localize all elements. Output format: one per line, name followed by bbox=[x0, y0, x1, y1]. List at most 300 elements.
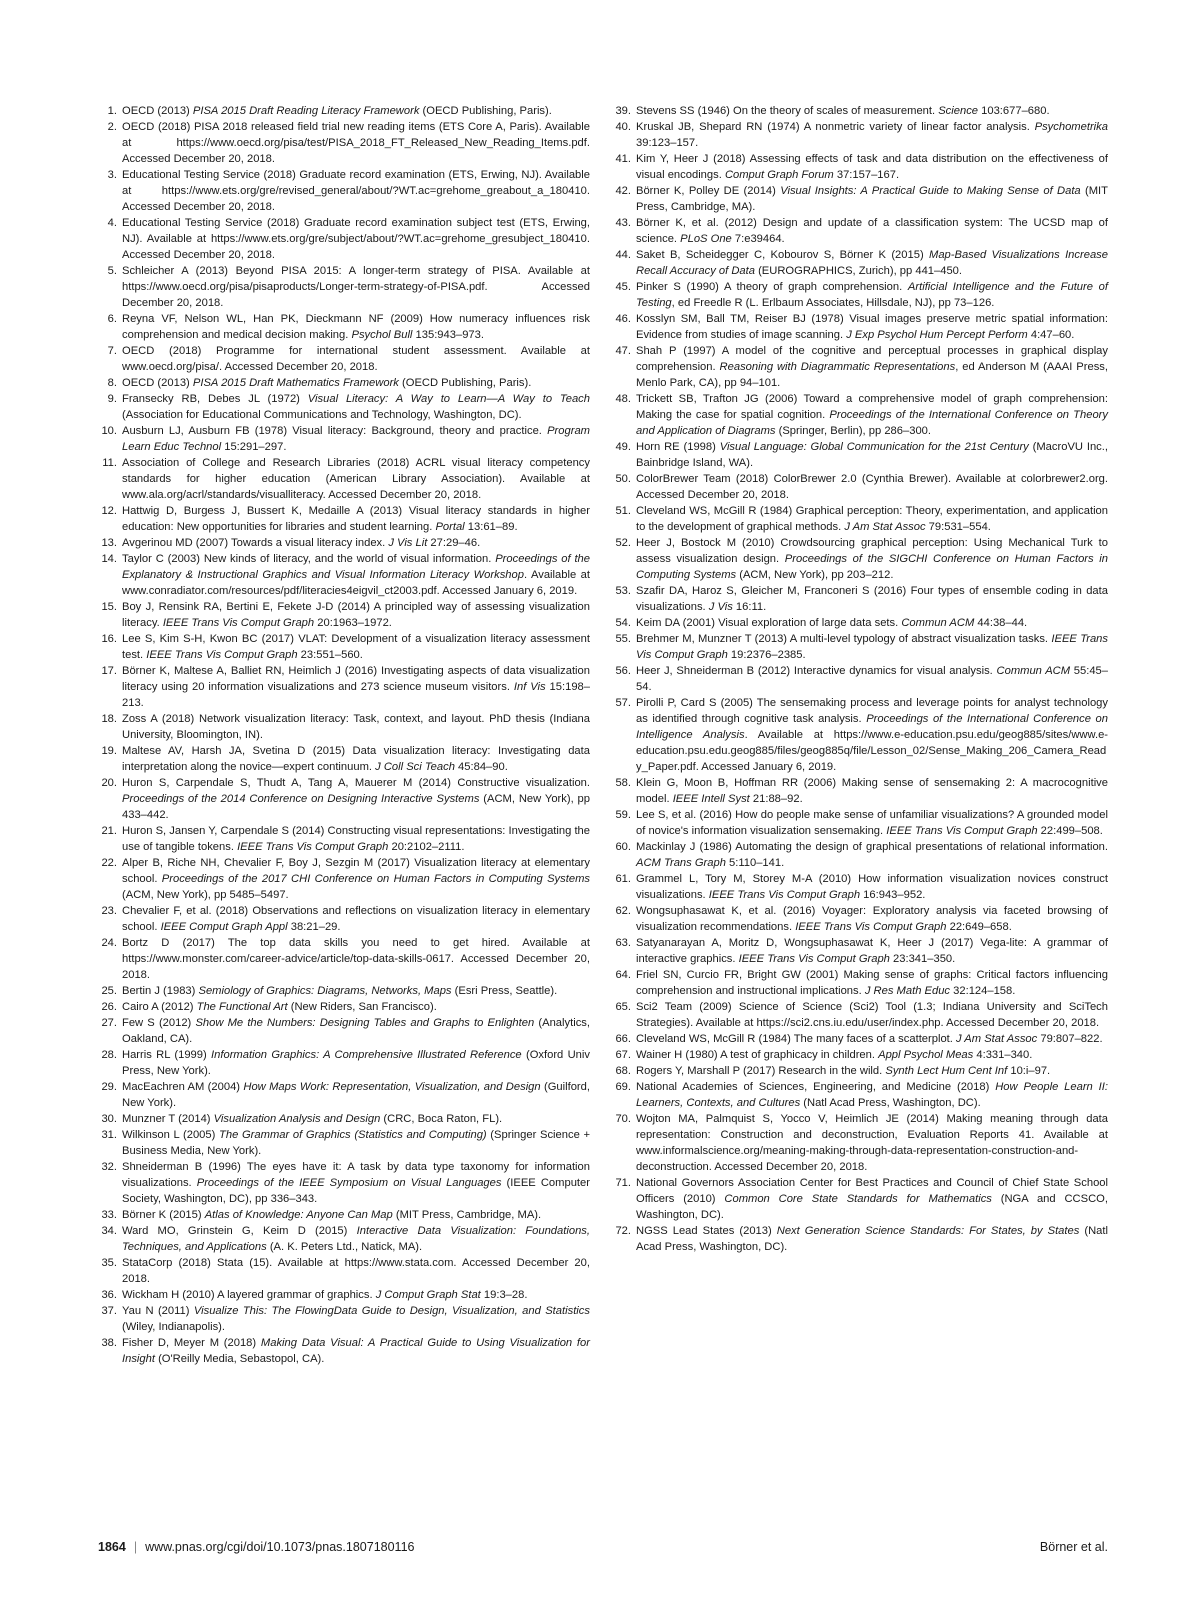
reference-number: 55. bbox=[615, 633, 631, 645]
reference-source-title: How Maps Work: Representation, Visualization, and Design bbox=[243, 1081, 541, 1093]
reference-details: 21:88–92. bbox=[749, 793, 803, 805]
reference-text: Zoss A (2018) Network visualization literacy: Task, context, and layout. PhD thesis (Indiana University, Bloomington, IN). bbox=[122, 713, 590, 741]
reference-text: Stevens SS (1946) On the theory of scales of measurement. bbox=[636, 105, 939, 117]
reference-text: Saket B, Scheidegger C, Kobourov S, Börner K (2015) bbox=[636, 249, 929, 261]
reference-details: (Springer Science + Business Media, New York). bbox=[122, 1129, 590, 1157]
reference-number: 59. bbox=[615, 809, 631, 821]
reference-source-title: Proceedings of the 2017 CHI Conference on Human Factors in Computing Systems bbox=[161, 873, 590, 885]
reference-number: 21. bbox=[101, 825, 117, 837]
reference-details: 16:943–952. bbox=[860, 889, 926, 901]
reference-item bbox=[612, 1223, 1108, 1255]
reference-item bbox=[98, 103, 590, 119]
reference-source-title: J Coll Sci Teach bbox=[375, 761, 455, 773]
reference-item bbox=[98, 983, 590, 999]
reference-text: Maltese AV, Harsh JA, Svetina D (2015) Data visualization literacy: Investigating data interpretation along the novice—expert continuum. bbox=[122, 745, 590, 773]
reference-number: 54. bbox=[615, 617, 631, 629]
reference-text: NGSS Lead States (2013) bbox=[636, 1225, 777, 1237]
reference-source-title: J Vis bbox=[708, 601, 733, 613]
reference-source-title: Comput Graph Forum bbox=[724, 169, 834, 181]
reference-source-title: Visual Insights: A Practical Guide to Making Sense of Data bbox=[780, 185, 1081, 197]
reference-text: National Governors Association Center for Best Practices and Council of Chief State School Officers (2010) bbox=[636, 1177, 1108, 1205]
reference-text: Kim Y, Heer J (2018) Assessing effects of task and data distribution on the effectiveness of visual encodings. bbox=[636, 153, 1108, 181]
reference-number: 15. bbox=[101, 601, 117, 613]
reference-details: 15:291–297. bbox=[221, 441, 287, 453]
reference-source-title: The Grammar of Graphics (Statistics and Computing) bbox=[219, 1129, 487, 1141]
reference-source-title: Interactive Data Visualization: Foundations, Techniques, and Applications bbox=[122, 1225, 590, 1253]
reference-details: 7:e39464. bbox=[731, 233, 785, 245]
reference-item bbox=[98, 263, 590, 311]
reference-details: (Guilford, New York). bbox=[122, 1081, 590, 1109]
reference-source-title: PISA 2015 Draft Mathematics Framework bbox=[192, 377, 399, 389]
reference-item bbox=[98, 1255, 590, 1287]
reference-number: 23. bbox=[101, 905, 117, 917]
reference-item bbox=[612, 471, 1108, 503]
reference-number: 16. bbox=[101, 633, 117, 645]
reference-text: OECD (2013) bbox=[122, 105, 193, 117]
reference-item bbox=[98, 999, 590, 1015]
reference-source-title: Appl Psychol Meas bbox=[878, 1049, 974, 1061]
reference-number: 43. bbox=[615, 217, 631, 229]
reference-details: 20:2102–2111. bbox=[388, 841, 465, 853]
reference-number: 65. bbox=[615, 1001, 631, 1013]
reference-text: OECD (2018) Programme for international student assessment. Available at www.oecd.org/pisa/. Accessed December 20, 2018. bbox=[122, 345, 590, 373]
reference-source-title: IEEE Trans Vis Comput Graph bbox=[708, 889, 861, 901]
reference-text: Avgerinou MD (2007) Towards a visual literacy index. bbox=[122, 537, 389, 549]
reference-source-title: Proceedings of the 2014 Conference on Designing Interactive Systems bbox=[122, 793, 480, 805]
reference-details: 4:331–340. bbox=[973, 1049, 1033, 1061]
reference-details: 15:198–213. bbox=[122, 681, 590, 709]
page-footer bbox=[98, 1537, 1108, 1557]
reference-item bbox=[612, 311, 1108, 343]
reference-text: Mackinlay J (1986) Automating the design of graphical presentations of relational information. bbox=[636, 841, 1108, 853]
reference-number: 27. bbox=[101, 1017, 117, 1029]
reference-item bbox=[98, 1047, 590, 1079]
reference-source-title: Proceedings of the International Conference on Theory and Application of Diagrams bbox=[636, 409, 1108, 437]
reference-source-title: Program Learn Educ Technol bbox=[122, 425, 590, 453]
reference-item bbox=[612, 695, 1108, 775]
reference-item bbox=[612, 535, 1108, 583]
reference-item bbox=[612, 903, 1108, 935]
reference-text: StataCorp (2018) Stata (15). Available at https://www.stata.com. Accessed December 20, 2018. bbox=[122, 1257, 590, 1285]
reference-number: 10. bbox=[101, 425, 117, 437]
reference-source-title: Visual Language: Global Communication for the 21st Century bbox=[719, 441, 1029, 453]
reference-text: Lee S, Kim S-H, Kwon BC (2017) VLAT: Development of a visualization literacy assessment test. bbox=[122, 633, 590, 661]
footer-separator: | bbox=[133, 1540, 138, 1554]
reference-source-title: Portal bbox=[435, 521, 465, 533]
reference-number: 26. bbox=[101, 1001, 117, 1013]
reference-item bbox=[98, 343, 590, 375]
reference-number: 67. bbox=[615, 1049, 631, 1061]
reference-item bbox=[98, 1111, 590, 1127]
reference-item bbox=[612, 775, 1108, 807]
reference-text: ColorBrewer Team (2018) ColorBrewer 2.0 (Cynthia Brewer). Available at colorbrewer2.org. Accessed December 20, 2018. bbox=[636, 473, 1108, 501]
reference-details: 55:45–54. bbox=[636, 665, 1108, 693]
references-column-left bbox=[98, 103, 590, 1367]
reference-details: 27:29–46. bbox=[427, 537, 481, 549]
reference-details: 23:341–350. bbox=[889, 953, 956, 965]
reference-item bbox=[98, 1223, 590, 1255]
reference-item bbox=[612, 999, 1108, 1031]
reference-text: Hattwig D, Burgess J, Bussert K, Medaille A (2013) Visual literacy standards in higher education: New opportunities for libraries and student learning. bbox=[122, 505, 590, 533]
reference-source-title: Artificial Intelligence and the Future of Testing bbox=[636, 281, 1108, 309]
running-authors: Börner et al. bbox=[1039, 1540, 1108, 1554]
reference-text: Ausburn LJ, Ausburn FB (1978) Visual literacy: Background, theory and practice. bbox=[122, 425, 548, 437]
reference-details: (Wiley, Indianapolis). bbox=[122, 1321, 226, 1333]
reference-number: 49. bbox=[615, 441, 631, 453]
reference-text: Fisher D, Meyer M (2018) bbox=[122, 1337, 261, 1349]
reference-details: (MacroVU Inc., Bainbridge Island, WA). bbox=[636, 441, 1108, 469]
reference-text: Rogers Y, Marshall P (2017) Research in the wild. bbox=[636, 1065, 886, 1077]
reference-item bbox=[98, 823, 590, 855]
reference-source-title: J Res Math Educ bbox=[864, 985, 951, 997]
reference-details: 32:124–158. bbox=[950, 985, 1016, 997]
reference-number: 24. bbox=[101, 937, 117, 949]
reference-text: Heer J, Shneiderman B (2012) Interactive dynamics for visual analysis. bbox=[636, 665, 997, 677]
reference-text: Educational Testing Service (2018) Graduate record examination (ETS, Erwing, NJ). Available at https://www.ets.org/gre/revised_general/about/?WT.ac=grehome_greabout_a_180410. Accessed December 20, 2018. bbox=[122, 169, 590, 213]
reference-number: 60. bbox=[615, 841, 631, 853]
reference-item bbox=[98, 631, 590, 663]
reference-text: Heer J, Bostock M (2010) Crowdsourcing graphical perception: Using Mechanical Turk to assess visualization design. bbox=[636, 537, 1108, 565]
reference-item bbox=[612, 503, 1108, 535]
reference-number: 30. bbox=[101, 1113, 117, 1125]
reference-item bbox=[612, 215, 1108, 247]
reference-details: 10:i–97. bbox=[1007, 1065, 1051, 1077]
reference-text: Ward MO, Grinstein G, Keim D (2015) bbox=[122, 1225, 357, 1237]
reference-number: 6. bbox=[107, 313, 117, 325]
reference-number: 37. bbox=[101, 1305, 117, 1317]
reference-number: 40. bbox=[615, 121, 631, 133]
reference-details: (Natl Acad Press, Washington, DC). bbox=[800, 1097, 981, 1109]
reference-text: Shneiderman B (1996) The eyes have it: A task by data type taxonomy for information visualizations. bbox=[122, 1161, 590, 1189]
reference-list-left bbox=[98, 103, 590, 1367]
reference-text: Huron S, Carpendale S, Thudt A, Tang A, Mauerer M (2014) Constructive visualization. bbox=[122, 777, 590, 789]
reference-item bbox=[98, 1159, 590, 1207]
reference-source-title: Science bbox=[938, 105, 979, 117]
reference-number: 9. bbox=[107, 393, 117, 405]
reference-text: Wojton MA, Palmquist S, Yocco V, Heimlich JE (2014) Making meaning through data representation: Construction and deconstruction, Evaluation Reports 41. Available at www.informalscience.org/meaning-making-through-data-representation-construction-and-deconstruction. Accessed December 20, 2018. bbox=[636, 1113, 1108, 1173]
reference-number: 69. bbox=[615, 1081, 631, 1093]
reference-text: Grammel L, Tory M, Storey M-A (2010) How information visualization novices construct visualizations. bbox=[636, 873, 1108, 901]
reference-source-title: J Am Stat Assoc bbox=[844, 521, 926, 533]
reference-text: Lee S, et al. (2016) How do people make sense of unfamiliar visualizations? A grounded model of novice's information visualization sensemaking. bbox=[636, 809, 1108, 837]
reference-source-title: The Functional Art bbox=[196, 1001, 288, 1013]
reference-details: , ed Anderson M (AAAI Press, Menlo Park, CA), pp 94–101. bbox=[636, 361, 1108, 389]
reference-number: 42. bbox=[615, 185, 631, 197]
reference-source-title: Next Generation Science Standards: For States, by States bbox=[776, 1225, 1080, 1237]
reference-details: . Available at https://www.e-education.psu.edu/geog885/sites/www.e-education.psu.edu.geog885/files/geog885q/file/Lesson_02/Sense_Making_206_Camera_Ready_Paper.pdf. Accessed January 6, 2019. bbox=[636, 729, 1109, 773]
reference-number: 8. bbox=[107, 377, 117, 389]
reference-text: Kruskal JB, Shepard RN (1974) A nonmetric variety of linear factor analysis. bbox=[636, 121, 1035, 133]
reference-item bbox=[98, 311, 590, 343]
reference-source-title: Synth Lect Hum Cent Inf bbox=[885, 1065, 1008, 1077]
reference-text: Wickham H (2010) A layered grammar of graphics. bbox=[122, 1289, 376, 1301]
reference-number: 36. bbox=[101, 1289, 117, 1301]
reference-number: 57. bbox=[615, 697, 631, 709]
reference-number: 28. bbox=[101, 1049, 117, 1061]
reference-text: Keim DA (2001) Visual exploration of large data sets. bbox=[636, 617, 902, 629]
reference-source-title: Psychometrika bbox=[1034, 121, 1108, 133]
reference-source-title: IEEE Trans Vis Comput Graph bbox=[795, 921, 947, 933]
reference-item bbox=[98, 1015, 590, 1047]
reference-item bbox=[612, 935, 1108, 967]
reference-number: 29. bbox=[101, 1081, 117, 1093]
reference-details: (Natl Acad Press, Washington, DC). bbox=[636, 1225, 1108, 1253]
reference-details: (O'Reilly Media, Sebastopol, CA). bbox=[154, 1353, 325, 1365]
reference-number: 70. bbox=[615, 1113, 631, 1125]
reference-text: Pinker S (1990) A theory of graph comprehension. bbox=[636, 281, 908, 293]
reference-item bbox=[612, 391, 1108, 439]
reference-text: Brehmer M, Munzner T (2013) A multi-level typology of abstract visualization tasks. bbox=[636, 633, 1052, 645]
reference-number: 18. bbox=[101, 713, 117, 725]
reference-details: (MIT Press, Cambridge, MA). bbox=[392, 1209, 542, 1221]
reference-number: 63. bbox=[615, 937, 631, 949]
reference-text: Börner K, Maltese A, Balliet RN, Heimlich J (2016) Investigating aspects of data visualization literacy using 20 information visualizations and 273 science museum visitors. bbox=[122, 665, 590, 693]
reference-source-title: J Am Stat Assoc bbox=[956, 1033, 1038, 1045]
reference-text: Cairo A (2012) bbox=[122, 1001, 197, 1013]
reference-source-title: IEEE Trans Vis Comput Graph bbox=[738, 953, 890, 965]
reference-source-title: Reasoning with Diagrammatic Representations bbox=[719, 361, 956, 373]
reference-item bbox=[612, 1111, 1108, 1175]
reference-item bbox=[98, 375, 590, 391]
reference-details: , ed Freedle R (L. Erlbaum Associates, Hillsdale, NJ), pp 73–126. bbox=[671, 297, 995, 309]
reference-item bbox=[612, 1063, 1108, 1079]
reference-source-title: J Exp Psychol Hum Percept Perform bbox=[846, 329, 1028, 341]
reference-number: 38. bbox=[101, 1337, 117, 1349]
reference-item bbox=[98, 423, 590, 455]
reference-number: 62. bbox=[615, 905, 631, 917]
reference-details: 39:123–157. bbox=[636, 137, 699, 149]
reference-text: Shah P (1997) A model of the cognitive and perceptual processes in graphical display comprehension. bbox=[636, 345, 1108, 373]
reference-number: 56. bbox=[615, 665, 631, 677]
reference-number: 72. bbox=[615, 1225, 631, 1237]
reference-source-title: Common Core State Standards for Mathematics bbox=[724, 1193, 992, 1205]
reference-item bbox=[612, 631, 1108, 663]
reference-source-title: Inf Vis bbox=[513, 681, 546, 693]
reference-number: 71. bbox=[615, 1177, 631, 1189]
reference-text: Friel SN, Curcio FR, Bright GW (2001) Making sense of graphs: Critical factors influencing comprehension and instructional implications. bbox=[636, 969, 1108, 997]
reference-details: 38:21–29. bbox=[287, 921, 341, 933]
reference-item bbox=[98, 711, 590, 743]
reference-item bbox=[98, 215, 590, 263]
reference-item bbox=[612, 615, 1108, 631]
reference-source-title: IEEE Intell Syst bbox=[672, 793, 750, 805]
doi-link[interactable]: www.pnas.org/cgi/doi/10.1073/pnas.1807180116 bbox=[145, 1540, 415, 1554]
reference-item bbox=[98, 391, 590, 423]
reference-item bbox=[98, 855, 590, 903]
reference-text: Alper B, Riche NH, Chevalier F, Boy J, Sezgin M (2017) Visualization literacy at elementary school. bbox=[122, 857, 590, 885]
reference-source-title: ACM Trans Graph bbox=[636, 857, 726, 869]
reference-number: 2. bbox=[107, 121, 117, 133]
reference-source-title: J Comput Graph Stat bbox=[375, 1289, 481, 1301]
reference-text: Cleveland WS, McGill R (1984) Graphical perception: Theory, experimentation, and application to the development of graphical methods. bbox=[636, 505, 1108, 533]
reference-item bbox=[98, 903, 590, 935]
reference-details: 79:531–554. bbox=[925, 521, 991, 533]
reference-text: Munzner T (2014) bbox=[122, 1113, 214, 1125]
reference-text: Trickett SB, Trafton JG (2006) Toward a comprehensive model of graph comprehension: Making the case for spatial cognition. bbox=[636, 393, 1108, 421]
reference-text: National Academies of Sciences, Engineering, and Medicine (2018) bbox=[636, 1081, 996, 1093]
reference-item bbox=[98, 775, 590, 823]
reference-item bbox=[612, 1175, 1108, 1223]
reference-item bbox=[612, 1079, 1108, 1111]
reference-details: (Esri Press, Seattle). bbox=[451, 985, 558, 997]
reference-item bbox=[612, 807, 1108, 839]
reference-item bbox=[612, 279, 1108, 311]
reference-text: Reyna VF, Nelson WL, Han PK, Dieckmann NF (2009) How numeracy influences risk comprehension and medical decision making. bbox=[122, 313, 590, 341]
reference-item bbox=[98, 935, 590, 983]
reference-item bbox=[98, 119, 590, 167]
reference-details: 13:61–89. bbox=[464, 521, 518, 533]
reference-details: 22:499–508. bbox=[1037, 825, 1103, 837]
reference-number: 61. bbox=[615, 873, 631, 885]
reference-source-title: Map-Based Visualizations Increase Recall Accuracy of Data bbox=[636, 249, 1108, 277]
reference-number: 41. bbox=[615, 153, 631, 165]
reference-source-title: J Vis Lit bbox=[388, 537, 428, 549]
reference-text: Yau N (2011) bbox=[122, 1305, 194, 1317]
reference-number: 51. bbox=[615, 505, 631, 517]
reference-source-title: Information Graphics: A Comprehensive Illustrated Reference bbox=[211, 1049, 522, 1061]
reference-details: (CRC, Boca Raton, FL). bbox=[380, 1113, 503, 1125]
reference-number: 58. bbox=[615, 777, 631, 789]
reference-source-title: Commun ACM bbox=[901, 617, 975, 629]
reference-text: Few S (2012) bbox=[122, 1017, 196, 1029]
reference-item bbox=[98, 1079, 590, 1111]
reference-number: 5. bbox=[107, 265, 117, 277]
reference-number: 1. bbox=[107, 105, 117, 117]
reference-source-title: PISA 2015 Draft Reading Literacy Framework bbox=[192, 105, 420, 117]
reference-number: 25. bbox=[101, 985, 117, 997]
reference-text: Cleveland WS, McGill R (1984) The many faces of a scatterplot. bbox=[636, 1033, 957, 1045]
reference-item bbox=[98, 551, 590, 599]
reference-source-title: IEEE Trans Vis Comput Graph bbox=[886, 825, 1038, 837]
reference-source-title: Psychol Bull bbox=[351, 329, 413, 341]
reference-number: 33. bbox=[101, 1209, 117, 1221]
reference-item bbox=[98, 1127, 590, 1159]
reference-number: 20. bbox=[101, 777, 117, 789]
reference-number: 44. bbox=[615, 249, 631, 261]
reference-number: 11. bbox=[102, 457, 117, 469]
reference-number: 3. bbox=[107, 169, 117, 181]
reference-details: . Available at www.conradiator.com/resources/pdf/literacies4eigvil_ct2003.pdf. Accessed January 6, 2019. bbox=[122, 569, 590, 597]
reference-number: 53. bbox=[615, 585, 631, 597]
reference-text: OECD (2013) bbox=[122, 377, 193, 389]
reference-details: (Oxford Univ Press, New York). bbox=[122, 1049, 590, 1077]
reference-number: 19. bbox=[101, 745, 117, 757]
reference-number: 47. bbox=[615, 345, 631, 357]
references-column-right bbox=[612, 103, 1108, 1255]
reference-number: 50. bbox=[615, 473, 631, 485]
reference-item bbox=[98, 663, 590, 711]
reference-details: (OECD Publishing, Paris). bbox=[398, 377, 532, 389]
reference-source-title: Atlas of Knowledge: Anyone Can Map bbox=[204, 1209, 393, 1221]
reference-number: 31. bbox=[101, 1129, 117, 1141]
reference-details: (Springer, Berlin), pp 286–300. bbox=[775, 425, 931, 437]
reference-source-title: Semiology of Graphics: Diagrams, Networks, Maps bbox=[198, 985, 452, 997]
reference-details: 5:110–141. bbox=[725, 857, 785, 869]
reference-item bbox=[612, 103, 1108, 119]
reference-source-title: Proceedings of the IEEE Symposium on Visual Languages bbox=[196, 1177, 502, 1189]
reference-number: 4. bbox=[107, 217, 117, 229]
reference-text: Kosslyn SM, Ball TM, Reiser BJ (1978) Visual images preserve metric spatial information: Evidence from studies of image scanning. bbox=[636, 313, 1108, 341]
reference-source-title: Making Data Visual: A Practical Guide to Using Visualization for Insight bbox=[122, 1337, 590, 1365]
reference-item bbox=[98, 1287, 590, 1303]
reference-text: Wainer H (1980) A test of graphicacy in children. bbox=[636, 1049, 879, 1061]
reference-list-right bbox=[612, 103, 1108, 1255]
reference-source-title: Proceedings of the International Conference on Intelligence Analysis bbox=[636, 713, 1108, 741]
reference-details: 79:807–822. bbox=[1037, 1033, 1103, 1045]
reference-number: 48. bbox=[615, 393, 631, 405]
reference-details: 135:943–973. bbox=[412, 329, 484, 341]
reference-item bbox=[612, 183, 1108, 215]
reference-text: Bertin J (1983) bbox=[122, 985, 199, 997]
reference-item bbox=[98, 535, 590, 551]
reference-source-title: Proceedings of the Explanatory & Instructional Graphics and Visual Information Literacy Workshop bbox=[122, 553, 590, 581]
reference-number: 14. bbox=[101, 553, 117, 565]
reference-details: 19:2376–2385. bbox=[727, 649, 806, 661]
reference-item bbox=[98, 599, 590, 631]
reference-details: (MIT Press, Cambridge, MA). bbox=[636, 185, 1108, 213]
reference-source-title: Visualization Analysis and Design bbox=[213, 1113, 381, 1125]
reference-text: Association of College and Research Libraries (2018) ACRL visual literacy competency standards for higher education (American Library Association). Available at www.ala.org/acrl/standards/visualliteracy. Accessed December 20, 2018. bbox=[122, 457, 590, 501]
reference-item bbox=[98, 1303, 590, 1335]
reference-source-title: IEEE Trans Vis Comput Graph bbox=[237, 841, 389, 853]
reference-text: Horn RE (1998) bbox=[636, 441, 720, 453]
reference-details: (ACM, New York), pp 203–212. bbox=[736, 569, 894, 581]
reference-item bbox=[612, 839, 1108, 871]
reference-details: 103:677–680. bbox=[978, 105, 1050, 117]
reference-details: (Association for Educational Communications and Technology, Washington, DC). bbox=[122, 409, 522, 421]
reference-item bbox=[98, 503, 590, 535]
reference-source-title: How People Learn II: Learners, Contexts, and Cultures bbox=[636, 1081, 1108, 1109]
reference-item bbox=[612, 343, 1108, 391]
reference-source-title: Visual Literacy: A Way to Learn—A Way to Teach bbox=[307, 393, 590, 405]
reference-number: 46. bbox=[615, 313, 631, 325]
reference-details: 20:1963–1972. bbox=[314, 617, 392, 629]
reference-text: Klein G, Moon B, Hoffman RR (2006) Making sense of sensemaking 2: A macrocognitive model. bbox=[636, 777, 1108, 805]
reference-source-title: Proceedings of the SIGCHI Conference on Human Factors in Computing Systems bbox=[636, 553, 1108, 581]
reference-number: 45. bbox=[615, 281, 631, 293]
reference-item bbox=[612, 119, 1108, 151]
reference-item bbox=[612, 663, 1108, 695]
reference-number: 64. bbox=[615, 969, 631, 981]
reference-source-title: Visualize This: The FlowingData Guide to Design, Visualization, and Statistics bbox=[193, 1305, 590, 1317]
reference-number: 68. bbox=[615, 1065, 631, 1077]
reference-item bbox=[612, 871, 1108, 903]
reference-details: (Analytics, Oakland, CA). bbox=[122, 1017, 590, 1045]
reference-item bbox=[98, 167, 590, 215]
reference-details: (NGA and CCSCO, Washington, DC). bbox=[636, 1193, 1108, 1221]
reference-item bbox=[612, 247, 1108, 279]
reference-source-title: IEEE Trans Vis Comput Graph bbox=[146, 649, 298, 661]
reference-source-title: IEEE Comput Graph Appl bbox=[160, 921, 288, 933]
reference-text: Taylor C (2003) New kinds of literacy, and the world of visual information. bbox=[122, 553, 496, 565]
reference-number: 17. bbox=[101, 665, 117, 677]
reference-number: 39. bbox=[615, 105, 631, 117]
reference-source-title: Commun ACM bbox=[996, 665, 1071, 677]
reference-item bbox=[98, 1335, 590, 1367]
reference-text: Wongsuphasawat K, et al. (2016) Voyager: Exploratory analysis via faceted browsing of visualization recommendations. bbox=[636, 905, 1108, 933]
reference-details: (EUROGRAPHICS, Zurich), pp 441–450. bbox=[754, 265, 963, 277]
reference-item bbox=[612, 151, 1108, 183]
reference-text: Börner K, Polley DE (2014) bbox=[636, 185, 781, 197]
reference-text: Boy J, Rensink RA, Bertini E, Fekete J-D (2014) A principled way of assessing visualization literacy. bbox=[122, 601, 590, 629]
reference-source-title: IEEE Trans Vis Comput Graph bbox=[162, 617, 315, 629]
reference-text: MacEachren AM (2004) bbox=[122, 1081, 244, 1093]
reference-number: 22. bbox=[101, 857, 117, 869]
reference-item bbox=[612, 967, 1108, 999]
reference-details: (ACM, New York), pp 433–442. bbox=[122, 793, 591, 821]
reference-number: 7. bbox=[107, 345, 117, 357]
reference-item bbox=[98, 743, 590, 775]
